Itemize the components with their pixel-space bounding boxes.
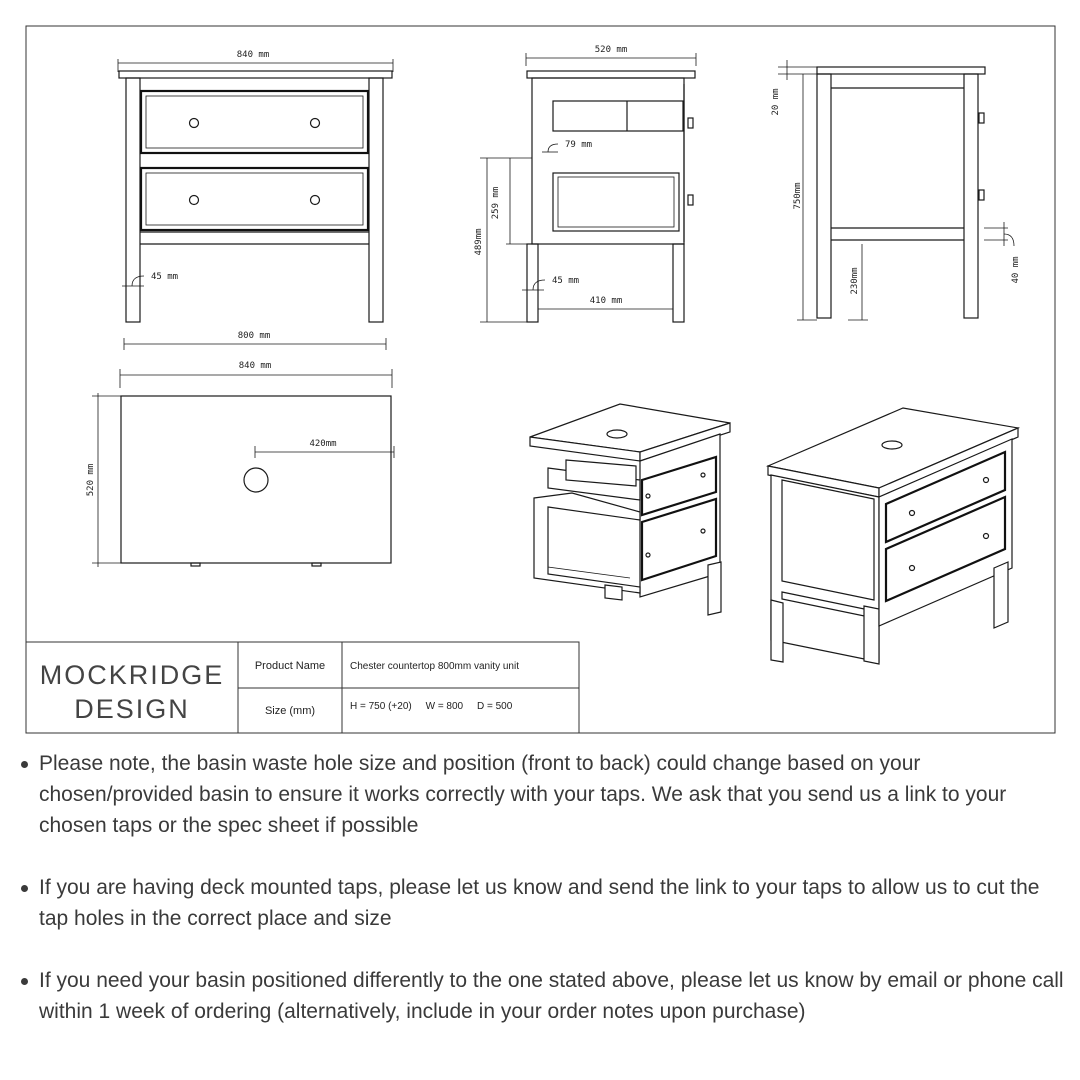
dim-side-lower-height: 489mm: [474, 228, 484, 256]
dim-side2-leg-height: 230mm: [850, 267, 860, 295]
notes-list: [18, 748, 1074, 1058]
dim-front-top-width: 840 mm: [236, 50, 270, 60]
dim-plan-hole-offset: 420mm: [309, 439, 337, 449]
dim-side2-rail-height: 40 mm: [1011, 256, 1021, 284]
size-value: H = 750 (+20) W = 800 D = 500: [350, 701, 513, 712]
dim-side-depth: 520 mm: [594, 45, 628, 55]
dim-plan-width: 840 mm: [238, 361, 272, 371]
note-item: [18, 872, 1074, 934]
dim-side-inner-depth: 410 mm: [589, 296, 623, 306]
title-block: [26, 642, 579, 733]
product-name-value: Chester countertop 800mm vanity unit: [350, 661, 519, 672]
brand-line-1: MOCKRIDGE: [39, 660, 225, 690]
note-text: If you need your basin positioned differently to the one stated above, please let us know by email or phone call within 1 week of ordering (alternatively, include in your order notes upon purchase): [39, 969, 1064, 1023]
dim-front-leg-width: 45 mm: [151, 272, 179, 282]
bullet-icon: [21, 761, 28, 768]
drawing-frame: [26, 26, 1055, 733]
note-item: [18, 748, 1074, 841]
brand-line-2: DESIGN: [74, 694, 190, 724]
dim-plan-depth: 520 mm: [86, 463, 96, 497]
dim-side-shelf-gap: 79 mm: [565, 140, 593, 150]
dim-front-inner-width: 800 mm: [237, 331, 271, 341]
size-label: Size (mm): [264, 705, 316, 717]
product-name-label: Product Name: [254, 660, 326, 672]
note-text: If you are having deck mounted taps, please let us know and send the link to your taps to allow us to cut the tap holes in the correct place and size: [39, 876, 1040, 930]
note-item: [18, 965, 1074, 1027]
dim-side-opening-height: 259 mm: [491, 186, 501, 220]
dim-side2-top-thickness: 20 mm: [771, 88, 781, 116]
dim-side2-height: 750mm: [793, 182, 803, 210]
dim-side-leg-width: 45 mm: [552, 276, 580, 286]
bullet-icon: [21, 885, 28, 892]
bullet-icon: [21, 978, 28, 985]
note-text: Please note, the basin waste hole size and position (front to back) could change based on your chosen/provided basin to ensure it works correctly with your taps. We ask that you send us a link to your chosen taps or the spec sheet if possible: [39, 752, 1007, 837]
